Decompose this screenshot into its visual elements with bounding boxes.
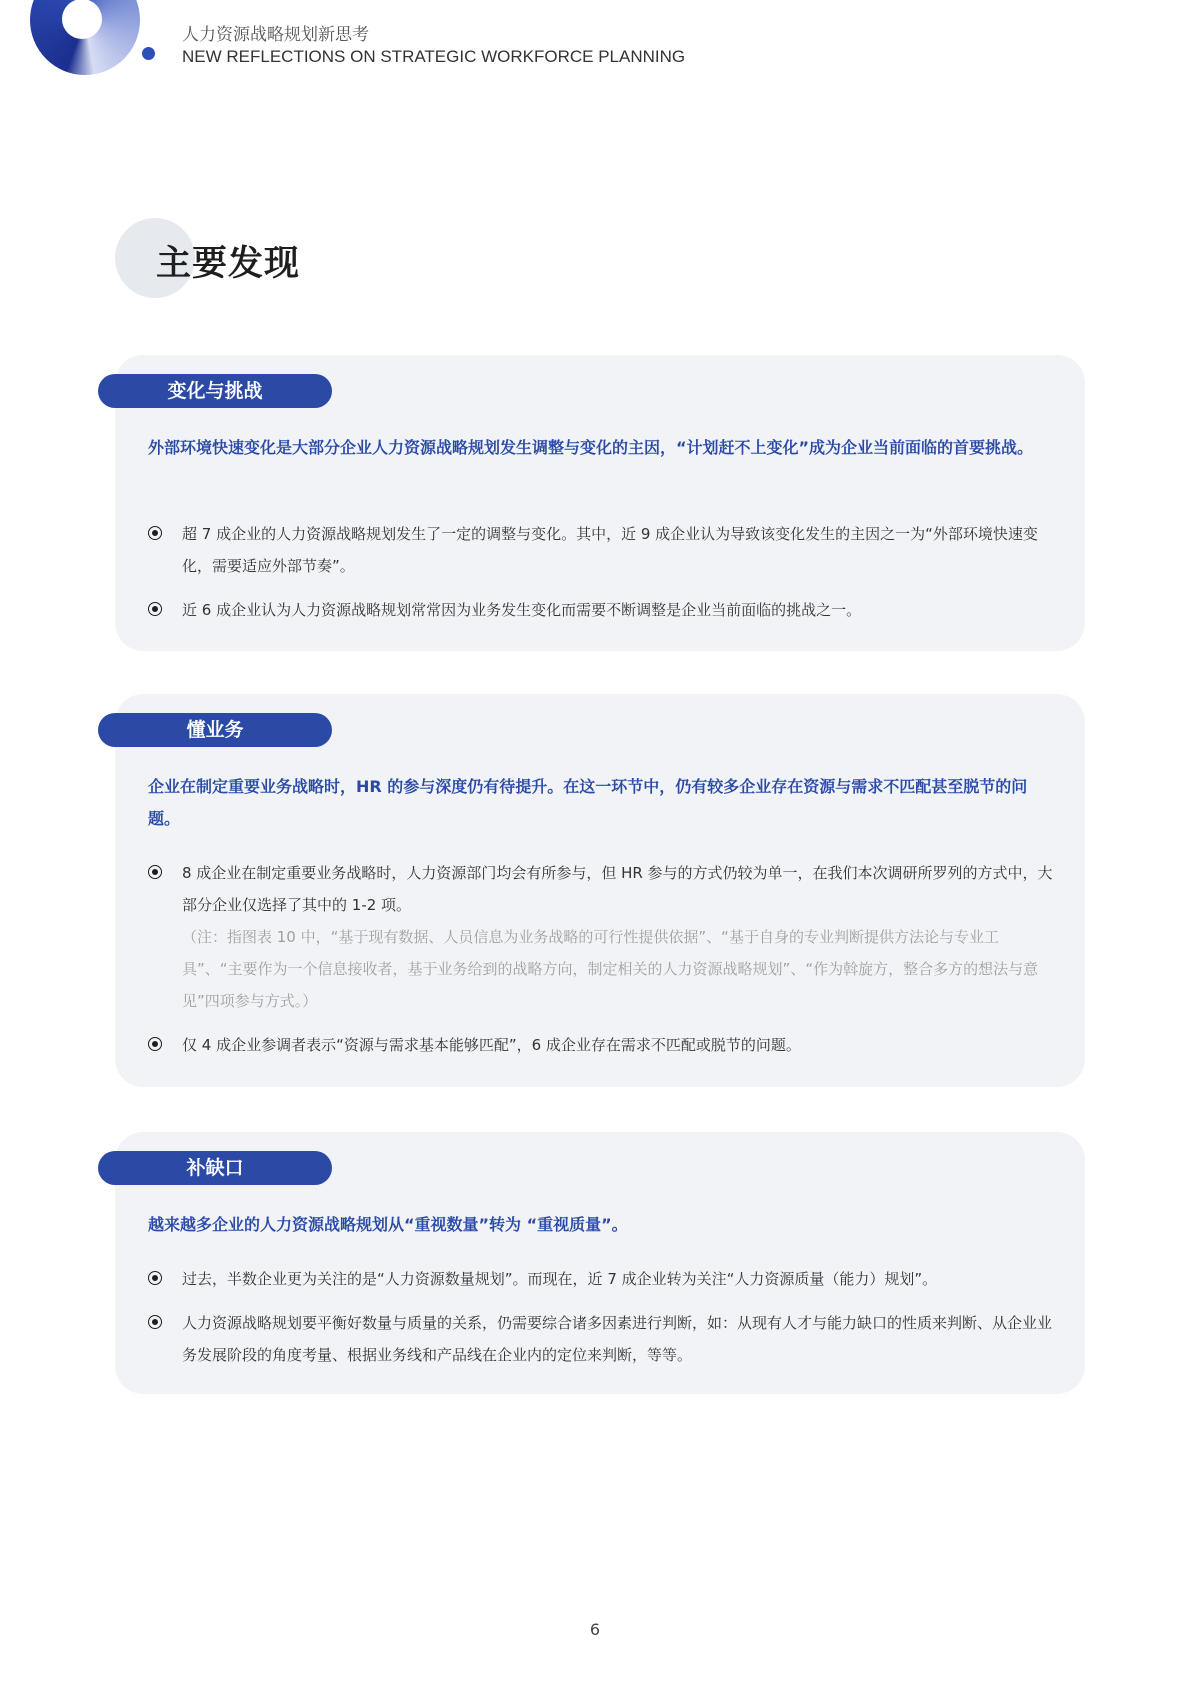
section-tag-changes: 变化与挑战 bbox=[98, 374, 332, 408]
bullet-icon bbox=[148, 1315, 162, 1329]
header-title-en: NEW REFLECTIONS ON STRATEGIC WORKFORCE PLANNING bbox=[182, 47, 686, 66]
list-item bbox=[148, 857, 1053, 1017]
bullet-icon bbox=[148, 1037, 162, 1051]
bullet-text: 仅 4 成企业参调者表示“资源与需求基本能够匹配”，6 成企业存在需求不匹配或脱节的问题。 bbox=[182, 1036, 801, 1054]
logo-dot-icon bbox=[142, 47, 155, 60]
running-header bbox=[182, 24, 685, 68]
bullet-text: 近 6 成企业认为人力资源战略规划常常因为业务发生变化而需要不断调整是企业当前面临的挑战之一。 bbox=[182, 601, 862, 619]
header-title-cn: 人力资源战略规划新思考 bbox=[182, 25, 369, 45]
page-title: 主要发现 bbox=[156, 244, 301, 284]
bullet-text: 过去，半数企业更为关注的是“人力资源数量规划”。而现在，近 7 成企业转为关注“人力资源质量（能力）规划”。 bbox=[182, 1270, 938, 1288]
bullet-text: 8 成企业在制定重要业务战略时，人力资源部门均会有所参与，但 HR 参与的方式仍较为单一，在我们本次调研所罗列的方式中，大部分企业仅选择了其中的 1-2 项。 bbox=[182, 864, 1053, 914]
section-lead-business: 企业在制定重要业务战略时，HR 的参与深度仍有待提升。在这一环节中，仍有较多企业存在资源与需求不匹配甚至脱节的问题。 bbox=[148, 777, 1028, 828]
section-tag-gaps: 补缺口 bbox=[98, 1151, 332, 1185]
section-lead-changes: 外部环境快速变化是大部分企业人力资源战略规划发生调整与变化的主因，“计划赶不上变化”成为企业当前面临的首要挑战。 bbox=[148, 438, 1034, 457]
bullet-note: （注：指图表 10 中，“基于现有数据、人员信息为业务战略的可行性提供依据”、“基于自身的专业判断提供方法论与专业工具”、“主要作为一个信息接收者，基于业务给到的战略方向，制定相关的人力资源战略规划”、“作为斡旋方，整合多方的想法与意见”四项参与方式。） bbox=[182, 928, 1039, 1010]
list-item bbox=[148, 594, 1053, 626]
list-item bbox=[148, 1307, 1053, 1371]
list-item bbox=[148, 1263, 1053, 1295]
page-number: 6 bbox=[589, 1620, 601, 1639]
logo-ring-icon bbox=[30, 0, 140, 75]
bullet-icon bbox=[148, 602, 162, 616]
bullet-icon bbox=[148, 1271, 162, 1285]
bullet-text: 人力资源战略规划要平衡好数量与质量的关系，仍需要综合诸多因素进行判断，如：从现有人才与能力缺口的性质来判断、从企业业务发展阶段的角度考量、根据业务线和产品线在企业内的定位来判断，等等。 bbox=[182, 1314, 1053, 1364]
section-tag-business: 懂业务 bbox=[98, 713, 332, 747]
bullet-icon bbox=[148, 865, 162, 879]
section-lead-gaps: 越来越多企业的人力资源战略规划从“重视数量”转为 “重视质量”。 bbox=[148, 1215, 628, 1234]
bullet-text: 超 7 成企业的人力资源战略规划发生了一定的调整与变化。其中，近 9 成企业认为导致该变化发生的主因之一为“外部环境快速变化，需要适应外部节奏”。 bbox=[182, 525, 1038, 575]
list-item bbox=[148, 518, 1053, 582]
bullet-icon bbox=[148, 526, 162, 540]
list-item bbox=[148, 1029, 1053, 1061]
